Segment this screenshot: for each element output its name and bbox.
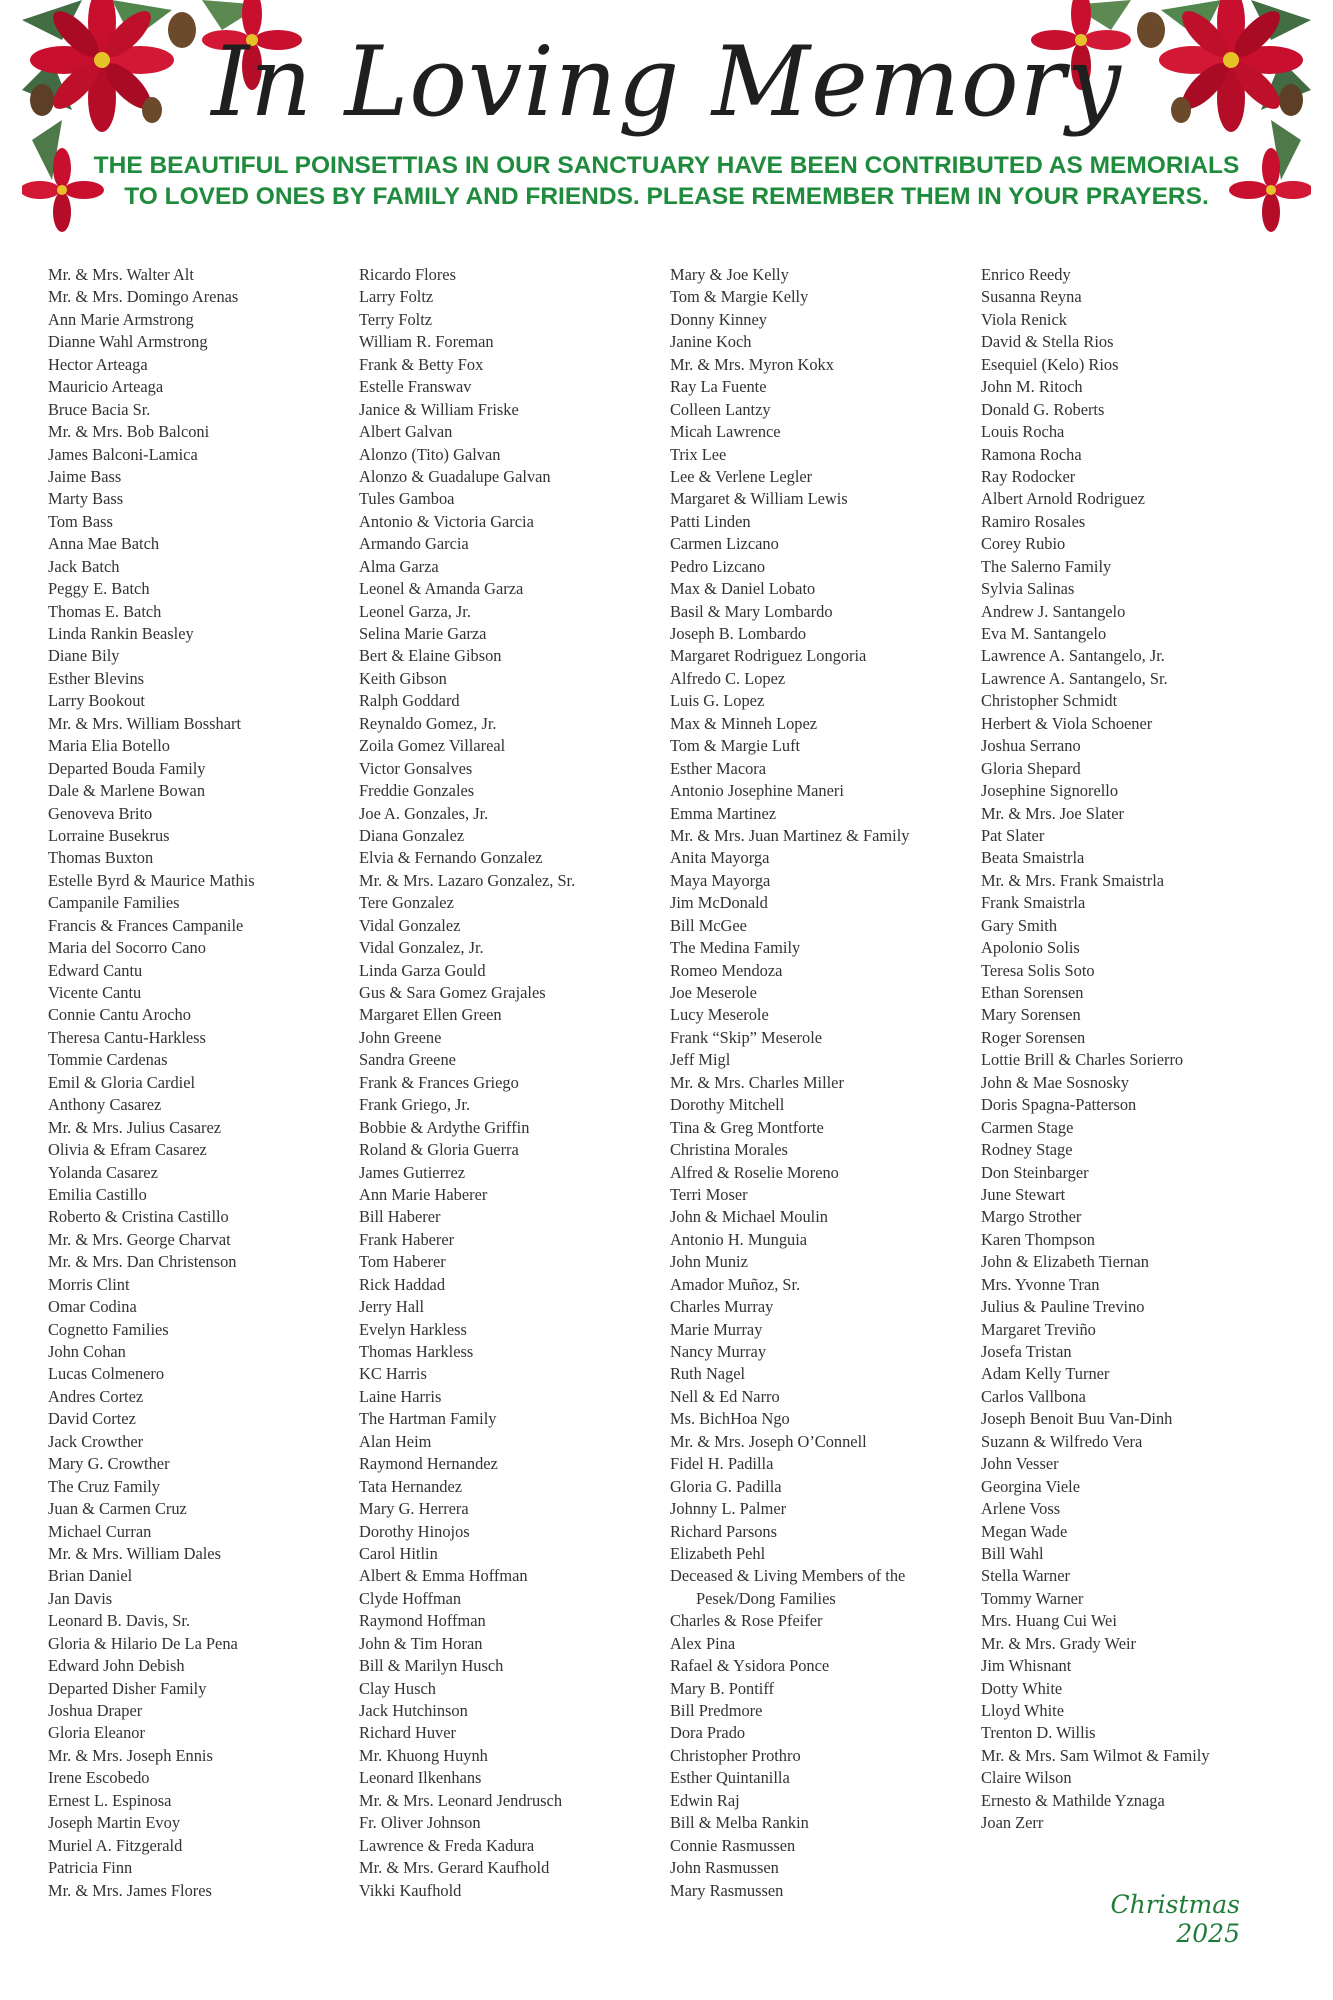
memorial-name: Rafael & Ysidora Ponce	[670, 1656, 830, 1676]
memorial-name: Jaime Bass	[48, 466, 122, 486]
memorial-name: John & Mae Sosnosky	[981, 1072, 1129, 1092]
memorial-name: Armando Garcia	[359, 534, 469, 554]
memorial-name: Bert & Elaine Gibson	[359, 646, 502, 666]
memorial-name: Albert Arnold Rodriguez	[981, 489, 1145, 509]
memorial-name: Donald G. Roberts	[981, 399, 1105, 419]
memorial-name: Janine Koch	[670, 332, 752, 352]
memorial-name: Dorothy Mitchell	[670, 1095, 785, 1115]
memorial-name: Jeff Migl	[670, 1050, 731, 1070]
memorial-name: Ernest L. Espinosa	[48, 1790, 172, 1810]
memorial-name: Carmen Stage	[981, 1117, 1074, 1137]
memorial-name: Clyde Hoffman	[359, 1588, 462, 1608]
memorial-name: Trix Lee	[670, 444, 727, 464]
memorial-name: Pat Slater	[981, 825, 1045, 845]
memorial-name: Albert Galvan	[359, 422, 453, 442]
memorial-name: Departed Bouda Family	[48, 758, 206, 778]
dedication-line-2: TO LOVED ONES BY FAMILY AND FRIENDS. PLEASE REMEMBER THEM IN YOUR PRAYERS.	[124, 183, 1209, 210]
memorial-name: John Muniz	[670, 1252, 748, 1272]
memorial-name: Keith Gibson	[359, 668, 447, 688]
memorial-name: Departed Disher Family	[48, 1678, 207, 1698]
memorial-name: Vidal Gonzalez	[359, 915, 461, 935]
memorial-name: Dale & Marlene Bowan	[48, 781, 206, 801]
memorial-name: John Rasmussen	[670, 1858, 779, 1878]
memorial-name: Ann Marie Armstrong	[48, 309, 194, 329]
memorial-name: Roger Sorensen	[981, 1027, 1086, 1047]
memorial-name: Rick Haddad	[359, 1274, 446, 1294]
memorial-name: Gloria & Hilario De La Pena	[48, 1633, 238, 1653]
memorial-name: Mr. & Mrs. Joseph Ennis	[48, 1745, 213, 1765]
memorial-name: Esequiel (Kelo) Rios	[981, 354, 1119, 374]
memorial-name: Carlos Vallbona	[981, 1386, 1086, 1406]
memorial-name: David & Stella Rios	[981, 332, 1114, 352]
memorial-name: Ramiro Rosales	[981, 511, 1086, 531]
memorial-name: The Medina Family	[670, 938, 801, 958]
memorial-name: Vikki Kaufhold	[359, 1880, 462, 1900]
memorial-name: Christopher Prothro	[670, 1745, 801, 1765]
memorial-name: Vicente Cantu	[48, 983, 142, 1002]
memorial-name: Mauricio Arteaga	[48, 377, 164, 397]
memorial-name: Mr. & Mrs. Joseph O’Connell	[670, 1431, 867, 1451]
memorial-name: Mr. & Mrs. William Bosshart	[48, 713, 241, 733]
memorial-name: June Stewart	[981, 1184, 1066, 1204]
memorial-name: Roberto & Cristina Castillo	[48, 1207, 229, 1227]
page-title: In Loving Memory	[211, 26, 1122, 138]
memorial-name: Mr. & Mrs. Joe Slater	[981, 803, 1124, 823]
memorial-name: Alfred & Roselie Moreno	[670, 1162, 839, 1182]
memorial-name: Margaret & William Lewis	[670, 489, 848, 509]
memorial-name: Lee & Verlene Legler	[670, 466, 813, 486]
memorial-name: Alonzo (Tito) Galvan	[359, 444, 501, 464]
memorial-name: Tina & Greg Montforte	[670, 1117, 824, 1137]
memorial-name: Francis & Frances Campanile	[48, 915, 244, 935]
memorial-name: Teresa Solis Soto	[981, 960, 1095, 980]
memorial-name: Estelle Byrd & Maurice Mathis	[48, 870, 255, 890]
memorial-name: Tom & Margie Kelly	[670, 287, 809, 307]
memorial-name: Antonio Josephine Maneri	[670, 781, 844, 801]
memorial-name: Connie Cantu Arocho	[48, 1005, 191, 1025]
memorial-name: Romeo Mendoza	[670, 960, 783, 980]
memorial-name: John Cohan	[48, 1342, 126, 1361]
memorial-name: Karen Thompson	[981, 1229, 1095, 1249]
memorial-name: Muriel A. Fitzgerald	[48, 1835, 183, 1855]
memorial-name: Ms. BichHoa Ngo	[670, 1409, 790, 1429]
memorial-name: Stella Warner	[981, 1566, 1070, 1586]
memorial-name: Jan Davis	[48, 1588, 113, 1608]
memorial-name: Ray Rodocker	[981, 466, 1076, 486]
memorial-name: John Vesser	[981, 1454, 1059, 1474]
memorial-name: Evelyn Harkless	[359, 1319, 467, 1339]
memorial-name: Ruth Nagel	[670, 1364, 746, 1384]
memorial-name: Emil & Gloria Cardiel	[48, 1072, 196, 1092]
memorial-name: Raymond Hernandez	[359, 1454, 498, 1474]
memorial-name: Mr. & Mrs. Julius Casarez	[48, 1117, 221, 1137]
memorial-name: Trenton D. Willis	[981, 1723, 1096, 1743]
memorial-name: Alfredo C. Lopez	[670, 668, 786, 688]
memorial-name: Micah Lawrence	[670, 422, 781, 442]
memorial-name: Jim Whisnant	[981, 1656, 1072, 1676]
memorial-name: Antonio & Victoria Garcia	[359, 511, 534, 531]
memorial-name: John & Tim Horan	[359, 1633, 483, 1653]
memorial-name: Frank & Frances Griego	[359, 1072, 519, 1092]
memorial-name: Basil & Mary Lombardo	[670, 601, 833, 621]
memorial-name: Nancy Murray	[670, 1342, 767, 1361]
memorial-name: Max & Minneh Lopez	[670, 713, 818, 733]
memorial-name: Patti Linden	[670, 511, 751, 531]
memorial-name: Georgina Viele	[981, 1476, 1080, 1496]
memorial-name: Selina Marie Garza	[359, 624, 487, 643]
memorial-name: Ralph Goddard	[359, 691, 460, 711]
memorial-name: Margaret Rodriguez Longoria	[670, 646, 867, 666]
memorial-name: David Cortez	[48, 1409, 136, 1429]
dedication-line-1: THE BEAUTIFUL POINSETTIAS IN OUR SANCTUARY HAVE BEEN CONTRIBUTED AS MEMORIALS	[93, 152, 1240, 179]
memorial-name: Richard Huver	[359, 1723, 456, 1743]
memorial-name: Linda Rankin Beasley	[48, 624, 194, 643]
memorial-name: Frank Smaistrla	[981, 893, 1086, 913]
memorial-name: Mr. & Mrs. Lazaro Gonzalez, Sr.	[359, 870, 576, 890]
memorial-name: Gloria G. Padilla	[670, 1476, 782, 1496]
memorial-name: Frank Griego, Jr.	[359, 1095, 471, 1115]
memorial-name: Tules Gamboa	[359, 489, 455, 509]
memorial-name: Adam Kelly Turner	[981, 1364, 1110, 1384]
memorial-name: Beata Smaistrla	[981, 848, 1085, 868]
memorial-name: Juan & Carmen Cruz	[48, 1499, 187, 1519]
memorial-name: Dianne Wahl Armstrong	[48, 332, 208, 352]
memorial-name: Cognetto Families	[48, 1319, 169, 1339]
memorial-name: Pesek/Dong Families	[696, 1588, 836, 1608]
memorial-name: Joshua Serrano	[981, 736, 1081, 756]
memorial-name: Josephine Signorello	[981, 781, 1119, 801]
memorial-name: Mary G. Herrera	[359, 1499, 469, 1519]
memorial-name: Gloria Eleanor	[48, 1723, 145, 1743]
memorial-name: Rodney Stage	[981, 1140, 1073, 1160]
memorial-name: Enrico Reedy	[981, 265, 1071, 284]
memorial-name: Corey Rubio	[981, 534, 1066, 554]
memorial-name: Johnny L. Palmer	[670, 1499, 787, 1519]
memorial-name: Margo Strother	[981, 1207, 1082, 1227]
memorial-name: Emma Martinez	[670, 803, 777, 823]
memorial-name: Suzann & Wilfredo Vera	[981, 1431, 1143, 1451]
memorial-name: Joseph B. Lombardo	[670, 624, 807, 643]
memorial-name: Mr. & Mrs. Grady Weir	[981, 1633, 1136, 1653]
memorial-name: The Hartman Family	[359, 1409, 497, 1429]
memorial-name: Mr. & Mrs. George Charvat	[48, 1229, 231, 1249]
memorial-name: Josefa Tristan	[981, 1342, 1072, 1361]
memorial-name: Carmen Lizcano	[670, 534, 779, 554]
memorial-name: Mr. & Mrs. William Dales	[48, 1543, 221, 1563]
memorial-name: Yolanda Casarez	[48, 1162, 158, 1182]
memorial-name: Bill McGee	[670, 915, 747, 935]
memorial-name-list	[48, 264, 1288, 1902]
memorial-name: Elvia & Fernando Gonzalez	[359, 848, 543, 868]
memorial-name: Carol Hitlin	[359, 1543, 438, 1563]
memorial-name: Tom & Margie Luft	[670, 736, 801, 756]
memorial-name: Brian Daniel	[48, 1566, 133, 1586]
memorial-name: Ricardo Flores	[359, 265, 456, 284]
memorial-name: Ray La Fuente	[670, 377, 767, 397]
memorial-name: Terri Moser	[670, 1184, 748, 1204]
memorial-name: Peggy E. Batch	[48, 579, 150, 599]
memorial-name: Viola Renick	[981, 309, 1067, 329]
memorial-name: Olivia & Efram Casarez	[48, 1140, 207, 1160]
memorial-name: Deceased & Living Members of the	[670, 1566, 906, 1586]
memorial-name: Clay Husch	[359, 1678, 436, 1698]
memorial-name: Tata Hernandez	[359, 1476, 463, 1496]
memorial-name: Lorraine Busekrus	[48, 825, 170, 845]
memorial-name: Andres Cortez	[48, 1386, 144, 1406]
memorial-name: Nell & Ed Narro	[670, 1386, 780, 1406]
memorial-name: Larry Foltz	[359, 287, 434, 307]
memorial-name: Tom Haberer	[359, 1252, 446, 1272]
memorial-name: Thomas Buxton	[48, 848, 154, 868]
memorial-name: John M. Ritoch	[981, 377, 1083, 397]
memorial-name: Bill Wahl	[981, 1543, 1044, 1563]
memorial-name: Lucy Meserole	[670, 1005, 769, 1025]
memorial-name: Lawrence A. Santangelo, Sr.	[981, 668, 1168, 688]
memorial-name: Michael Curran	[48, 1521, 152, 1541]
memorial-name: Mr. & Mrs. Myron Kokx	[670, 354, 834, 374]
memorial-name: Emilia Castillo	[48, 1184, 147, 1204]
memorial-name: John Greene	[359, 1027, 442, 1047]
memorial-name: Margaret Treviño	[981, 1319, 1096, 1339]
memorial-name: Connie Rasmussen	[670, 1835, 796, 1855]
memorial-name: Tom Bass	[48, 511, 113, 531]
memorial-name: Lottie Brill & Charles Sorierro	[981, 1050, 1184, 1070]
memorial-name: Maria Elia Botello	[48, 736, 170, 756]
memorial-name: Mary Sorensen	[981, 1005, 1081, 1025]
memorial-name: The Cruz Family	[48, 1476, 160, 1496]
memorial-name: Lawrence & Freda Kadura	[359, 1835, 535, 1855]
memorial-name: Vidal Gonzalez, Jr.	[359, 938, 484, 958]
memorial-name: Mary Rasmussen	[670, 1880, 784, 1900]
memorial-name: Richard Parsons	[670, 1521, 777, 1541]
memorial-name: Charles Murray	[670, 1297, 774, 1317]
memorial-name: Mr. & Mrs. James Flores	[48, 1880, 212, 1900]
memorial-name: Thomas E. Batch	[48, 601, 162, 621]
memorial-name: Ernesto & Mathilde Yznaga	[981, 1790, 1165, 1810]
memorial-name: Dora Prado	[670, 1723, 746, 1743]
memorial-name: Mr. & Mrs. Gerard Kaufhold	[359, 1858, 550, 1878]
memorial-name: Thomas Harkless	[359, 1342, 474, 1361]
name-column-2	[359, 264, 670, 1902]
memorial-name: Zoila Gomez Villareal	[359, 736, 506, 756]
memorial-name: Mr. & Mrs. Walter Alt	[48, 265, 194, 284]
memorial-name: Maria del Socorro Cano	[48, 938, 206, 958]
memorial-name: Terry Foltz	[359, 309, 433, 329]
memorial-name: Omar Codina	[48, 1297, 137, 1317]
memorial-name: Leonel & Amanda Garza	[359, 579, 524, 599]
memorial-name: Donny Kinney	[670, 309, 767, 329]
memorial-name: Charles & Rose Pfeifer	[670, 1611, 823, 1631]
memorial-name: Marty Bass	[48, 489, 124, 509]
memorial-name: Joseph Benoit Buu Van-Dinh	[981, 1409, 1173, 1429]
memorial-name: Gloria Shepard	[981, 758, 1081, 778]
memorial-name: Frank “Skip” Meserole	[670, 1027, 823, 1047]
memorial-name: Anthony Casarez	[48, 1095, 162, 1115]
memorial-name: Christopher Schmidt	[981, 691, 1118, 711]
memorial-name: Theresa Cantu-Harkless	[48, 1027, 206, 1047]
memorial-name: Mary & Joe Kelly	[670, 265, 789, 284]
memorial-name: Megan Wade	[981, 1521, 1068, 1541]
memorial-name: Ramona Rocha	[981, 444, 1082, 464]
memorial-name: Lawrence A. Santangelo, Jr.	[981, 646, 1165, 666]
memorial-name: Mr. & Mrs. Sam Wilmot & Family	[981, 1745, 1210, 1765]
memorial-name: Esther Macora	[670, 758, 767, 778]
memorial-name: Pedro Lizcano	[670, 556, 766, 576]
memorial-name: Joseph Martin Evoy	[48, 1813, 181, 1833]
memorial-name: Doris Spagna-Patterson	[981, 1095, 1137, 1115]
memorial-name: Roland & Gloria Guerra	[359, 1140, 519, 1160]
memorial-name: Fr. Oliver Johnson	[359, 1813, 481, 1833]
memorial-name: Alex Pina	[670, 1633, 736, 1653]
memorial-name: Janice & William Friske	[359, 399, 519, 419]
memorial-name: Anna Mae Batch	[48, 534, 160, 554]
memorial-name: Mr. Khuong Huynh	[359, 1745, 488, 1765]
memorial-name: Alma Garza	[359, 556, 439, 576]
memorial-name: Campanile Families	[48, 893, 180, 913]
memorial-name: Bill & Melba Rankin	[670, 1813, 809, 1833]
memorial-name: Jack Hutchinson	[359, 1701, 468, 1720]
memorial-name: Tere Gonzalez	[359, 893, 454, 913]
memorial-name: Linda Garza Gould	[359, 960, 486, 980]
memorial-name: Dotty White	[981, 1678, 1063, 1698]
memorial-name: Esther Quintanilla	[670, 1768, 790, 1788]
memorial-name: Max & Daniel Lobato	[670, 579, 816, 599]
memorial-name: Julius & Pauline Trevino	[981, 1297, 1145, 1317]
memorial-name: Ethan Sorensen	[981, 983, 1084, 1002]
memorial-name: Mr. & Mrs. Domingo Arenas	[48, 287, 239, 307]
memorial-name: John & Michael Moulin	[670, 1207, 828, 1227]
memorial-name: Ann Marie Haberer	[359, 1184, 488, 1204]
memorial-name: Susanna Reyna	[981, 287, 1082, 307]
memorial-name: Leonard Ilkenhans	[359, 1768, 482, 1788]
memorial-name: Larry Bookout	[48, 691, 145, 711]
memorial-name: Estelle Franswav	[359, 377, 472, 397]
memorial-name: Sandra Greene	[359, 1050, 456, 1070]
memorial-name: Christina Morales	[670, 1140, 788, 1160]
memorial-name: Mr. & Mrs. Dan Christenson	[48, 1252, 237, 1272]
memorial-name: Bill Predmore	[670, 1701, 763, 1720]
memorial-name: Luis G. Lopez	[670, 691, 765, 711]
memorial-name: Leonard B. Davis, Sr.	[48, 1611, 191, 1631]
name-column-4	[981, 264, 1288, 1902]
memorial-name: Laine Harris	[359, 1386, 442, 1406]
memorial-name: Alan Heim	[359, 1431, 432, 1451]
memorial-name: Elizabeth Pehl	[670, 1543, 766, 1563]
memorial-name: Joe A. Gonzales, Jr.	[359, 803, 489, 823]
memorial-name: Andrew J. Santangelo	[981, 601, 1126, 621]
memorial-name: Mr. & Mrs. Leonard Jendrusch	[359, 1790, 563, 1810]
memorial-name: Raymond Hoffman	[359, 1611, 486, 1631]
memorial-name: Louis Rocha	[981, 422, 1065, 442]
memorial-name: Don Steinbarger	[981, 1162, 1089, 1182]
memorial-name: Colleen Lantzy	[670, 399, 771, 419]
memorial-name: Jim McDonald	[670, 893, 768, 913]
memorial-name: Jerry Hall	[359, 1297, 425, 1317]
memorial-name: William R. Foreman	[359, 332, 494, 352]
memorial-name: Mary B. Pontiff	[670, 1678, 774, 1698]
dedication-text	[0, 150, 1333, 212]
memorial-name: John & Elizabeth Tiernan	[981, 1252, 1149, 1272]
memorial-name: Edward John Debish	[48, 1656, 185, 1676]
memorial-name: Edwin Raj	[670, 1790, 740, 1810]
memorial-name: Bill & Marilyn Husch	[359, 1656, 504, 1676]
memorial-name: Reynaldo Gomez, Jr.	[359, 713, 497, 733]
memorial-name: Mrs. Yvonne Tran	[981, 1274, 1100, 1294]
memorial-name: Apolonio Solis	[981, 938, 1080, 958]
memorial-name: Leonel Garza, Jr.	[359, 601, 471, 621]
memorial-name: Gary Smith	[981, 915, 1058, 935]
memorial-name: Genoveva Brito	[48, 803, 153, 823]
memorial-name: Esther Blevins	[48, 668, 145, 688]
footer-season-label: Christmas 2025	[1110, 1890, 1240, 1948]
memorial-name: Margaret Ellen Green	[359, 1005, 502, 1025]
memorial-name: Herbert & Viola Schoener	[981, 713, 1153, 733]
memorial-name: Fidel H. Padilla	[670, 1454, 774, 1474]
memorial-name: Eva M. Santangelo	[981, 624, 1107, 643]
memorial-name: Bill Haberer	[359, 1207, 441, 1227]
memorial-name: Albert & Emma Hoffman	[359, 1566, 528, 1586]
memorial-name: Alonzo & Guadalupe Galvan	[359, 466, 551, 486]
memorial-name: Dorothy Hinojos	[359, 1521, 470, 1541]
memorial-name: Mr. & Mrs. Frank Smaistrla	[981, 870, 1165, 890]
memorial-name: Lloyd White	[981, 1701, 1065, 1720]
memorial-name: Mr. & Mrs. Bob Balconi	[48, 422, 210, 442]
memorial-name: Joan Zerr	[981, 1813, 1044, 1833]
memorial-name: Antonio H. Munguia	[670, 1229, 808, 1249]
memorial-name: James Balconi-Lamica	[48, 444, 198, 464]
memorial-name: Morris Clint	[48, 1274, 130, 1294]
memorial-name: Hector Arteaga	[48, 354, 148, 374]
memorial-name: Arlene Voss	[981, 1499, 1061, 1519]
memorial-name: Victor Gonsalves	[359, 758, 473, 778]
memorial-name: KC Harris	[359, 1364, 427, 1384]
memorial-name: Frank Haberer	[359, 1229, 455, 1249]
memorial-name: Mary G. Crowther	[48, 1454, 170, 1474]
memorial-name: The Salerno Family	[981, 556, 1112, 576]
memorial-name: Maya Mayorga	[670, 870, 771, 890]
memorial-name: Joshua Draper	[48, 1701, 143, 1720]
memorial-name: Tommy Warner	[981, 1588, 1084, 1608]
name-column-1	[48, 264, 359, 1902]
memorial-name: Sylvia Salinas	[981, 579, 1075, 599]
memorial-name: Irene Escobedo	[48, 1768, 150, 1788]
memorial-name: Gus & Sara Gomez Grajales	[359, 983, 546, 1002]
memorial-name: Frank & Betty Fox	[359, 354, 484, 374]
memorial-name: Jack Crowther	[48, 1431, 144, 1451]
memorial-name: Joe Meserole	[670, 983, 757, 1002]
memorial-name: Bobbie & Ardythe Griffin	[359, 1117, 530, 1137]
memorial-name: Edward Cantu	[48, 960, 143, 980]
memorial-name: Amador Muñoz, Sr.	[670, 1274, 801, 1294]
memorial-name: Mr. & Mrs. Juan Martinez & Family	[670, 825, 910, 845]
memorial-name: Jack Batch	[48, 556, 120, 576]
memorial-name: Bruce Bacia Sr.	[48, 399, 151, 419]
memorial-name: Diane Bily	[48, 646, 120, 666]
memorial-name: Patricia Finn	[48, 1858, 133, 1878]
memorial-name: Freddie Gonzales	[359, 781, 475, 801]
memorial-name: Claire Wilson	[981, 1768, 1072, 1788]
memorial-name: Marie Murray	[670, 1319, 763, 1339]
memorial-name: Diana Gonzalez	[359, 825, 465, 845]
memorial-name: Mr. & Mrs. Charles Miller	[670, 1072, 844, 1092]
name-column-3	[670, 264, 981, 1902]
memorial-name: Tommie Cardenas	[48, 1050, 168, 1070]
memorial-name: Anita Mayorga	[670, 848, 770, 868]
memorial-name: James Gutierrez	[359, 1162, 466, 1182]
memorial-name: Lucas Colmenero	[48, 1364, 165, 1384]
memorial-name: Mrs. Huang Cui Wei	[981, 1611, 1117, 1631]
